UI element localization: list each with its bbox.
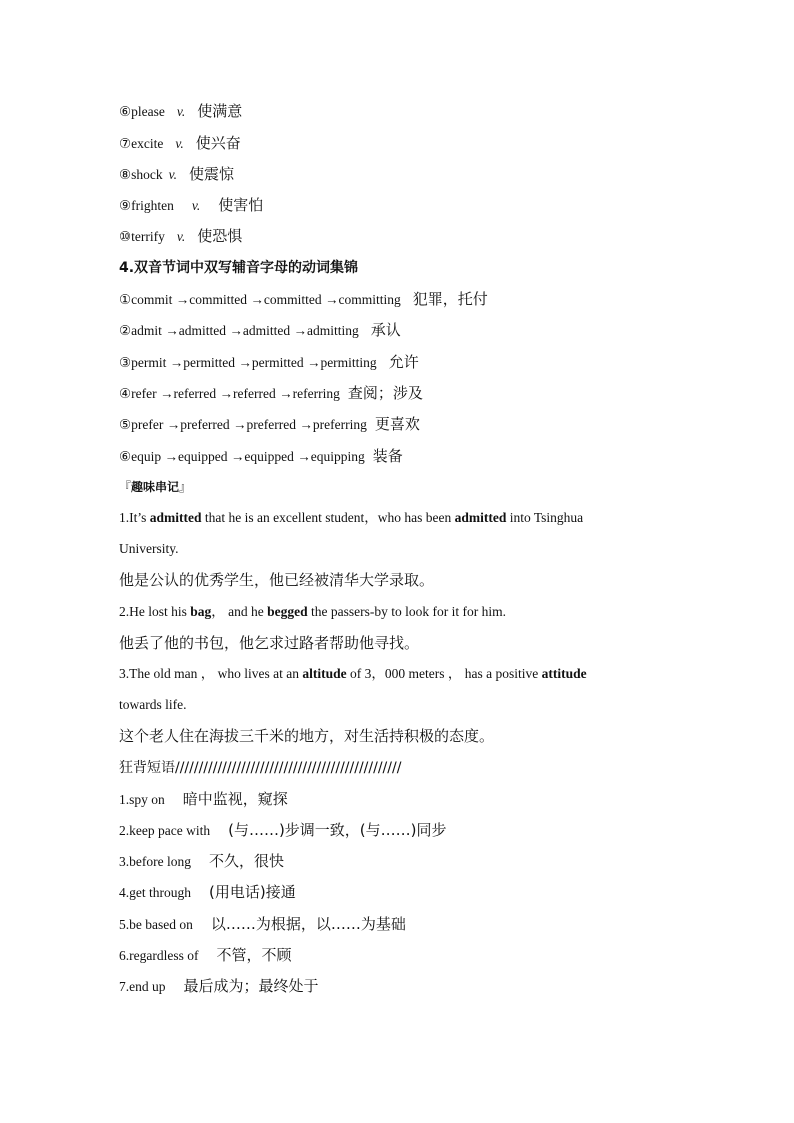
keyword: altitude (302, 666, 347, 681)
part-of-speech: v. (175, 136, 184, 151)
verb-forms-item (119, 383, 694, 405)
part-of-speech: v. (191, 198, 201, 213)
item-number: ⑦ (119, 136, 132, 151)
phrase-item (119, 851, 694, 873)
phrase-item (119, 789, 694, 811)
item-number: ③ (119, 355, 132, 370)
verb-meaning: 承认 (370, 321, 401, 339)
vocab-item (119, 101, 694, 123)
phrase-cn: 以……为根据，以……为基础 (210, 915, 406, 933)
item-number: ④ (119, 386, 132, 401)
vocab-item (119, 164, 694, 186)
verb-forms: admit →admitted →admitted →admitting (131, 323, 359, 338)
verb-forms: equip →equipped →equipped →equipping (131, 449, 365, 464)
keyword: begged (267, 604, 308, 619)
phrase-cn: 最后成为；最终处于 (183, 977, 319, 995)
vocab-item (119, 133, 694, 155)
keyword: attitude (541, 666, 587, 681)
verb-forms: commit →committed →committed →committing (131, 292, 401, 307)
phrase-en: 1.spy on (119, 792, 165, 807)
example-sentence-1-cont: University. (119, 541, 179, 556)
phrase-cn: (与……)步调一致，(与……)同步 (228, 821, 447, 839)
open-bracket: 『 (119, 480, 132, 494)
verb-meaning: 装备 (372, 447, 403, 465)
verb-meaning: 更喜欢 (374, 415, 420, 433)
example-sentence-3: 3.The old man ， who lives at an altitude of 3，000 meters ， has a positive attitude (119, 666, 587, 681)
vocab-word: frighten (131, 198, 174, 213)
phrase-cn: 暗中监视，窥探 (182, 790, 288, 808)
vocab-meaning: 使震惊 (188, 165, 234, 183)
phrase-en: 3.before long (119, 854, 191, 869)
vocab-word: excite (131, 136, 164, 151)
phrase-item (119, 914, 694, 936)
phrase-en: 6.regardless of (119, 948, 199, 963)
part-of-speech: v. (176, 104, 186, 119)
phrase-en: 2.keep pace with (119, 823, 211, 838)
item-number: ② (119, 323, 132, 338)
verb-meaning: 查阅；涉及 (347, 384, 423, 402)
example-sentence-2: 2.He lost his bag， and he begged the passers-by to look for it for him. (119, 604, 506, 619)
part-of-speech: v. (176, 229, 186, 244)
section-heading: 4.双音节词中双写辅音字母的动词集锦 (119, 260, 359, 276)
keyword: admitted (149, 510, 202, 525)
verb-meaning: 允许 (388, 353, 419, 371)
item-number: ⑩ (119, 229, 132, 244)
vocab-word: shock (131, 167, 163, 182)
vocab-word: please (131, 104, 165, 119)
vocab-meaning: 使兴奋 (195, 134, 241, 152)
phrase-cn: (用电话)接通 (209, 883, 296, 901)
keyword: admitted (454, 510, 507, 525)
verb-forms: prefer →preferred →preferred →preferring (131, 417, 367, 432)
example-translation-2: 他丢了他的书包，他乞求过路者帮助他寻找。 (119, 634, 420, 652)
fun-memo-title: 趣味串记 (131, 480, 180, 494)
verb-forms-item (119, 320, 694, 342)
example-sentence-3-cont: towards life. (119, 697, 187, 712)
item-number: ⑥ (119, 449, 132, 464)
phrase-en: 4.get through (119, 885, 191, 900)
example-translation-3: 这个老人住在海拔三千米的地方，对生活持积极的态度。 (119, 727, 495, 745)
verb-forms-item (119, 289, 694, 311)
phrase-item (119, 882, 694, 904)
item-number: ⑤ (119, 417, 132, 432)
verb-forms-item (119, 352, 694, 374)
item-number: ⑧ (119, 167, 132, 182)
vocab-word: terrify (131, 229, 165, 244)
phrase-cn: 不管，不顾 (216, 946, 292, 964)
vocab-meaning: 使恐惧 (197, 227, 243, 245)
phrase-item (119, 945, 694, 967)
phrase-en: 7.end up (119, 979, 166, 994)
vocab-meaning: 使害怕 (218, 196, 264, 214)
phrase-item (119, 976, 694, 998)
item-number: ① (119, 292, 132, 307)
verb-forms: refer →referred →referred →referring (131, 386, 340, 401)
phrases-heading: 狂背短语//////////////////////////////////////////////// (119, 760, 402, 776)
item-number: ⑨ (119, 198, 132, 213)
fun-memo-heading (119, 477, 694, 498)
verb-meaning: 犯罪，托付 (412, 290, 488, 308)
example-sentence-1: 1.It’s admitted that he is an excellent student，who has been admitted into Tsinghua (119, 510, 584, 525)
verb-forms: permit →permitted →permitted →permitting (131, 355, 377, 370)
phrase-en: 5.be based on (119, 917, 193, 932)
example-translation-1: 他是公认的优秀学生，他已经被清华大学录取。 (119, 571, 435, 589)
vocab-item (119, 226, 694, 248)
close-bracket: 』 (179, 480, 192, 494)
verb-forms-item (119, 446, 694, 468)
verb-forms-item (119, 414, 694, 436)
item-number: ⑥ (119, 104, 132, 119)
part-of-speech: v. (168, 167, 177, 182)
vocab-meaning: 使满意 (197, 102, 243, 120)
phrase-cn: 不久，很快 (208, 852, 284, 870)
phrase-item (119, 820, 694, 842)
keyword: bag (190, 604, 212, 619)
vocab-item (119, 195, 694, 217)
